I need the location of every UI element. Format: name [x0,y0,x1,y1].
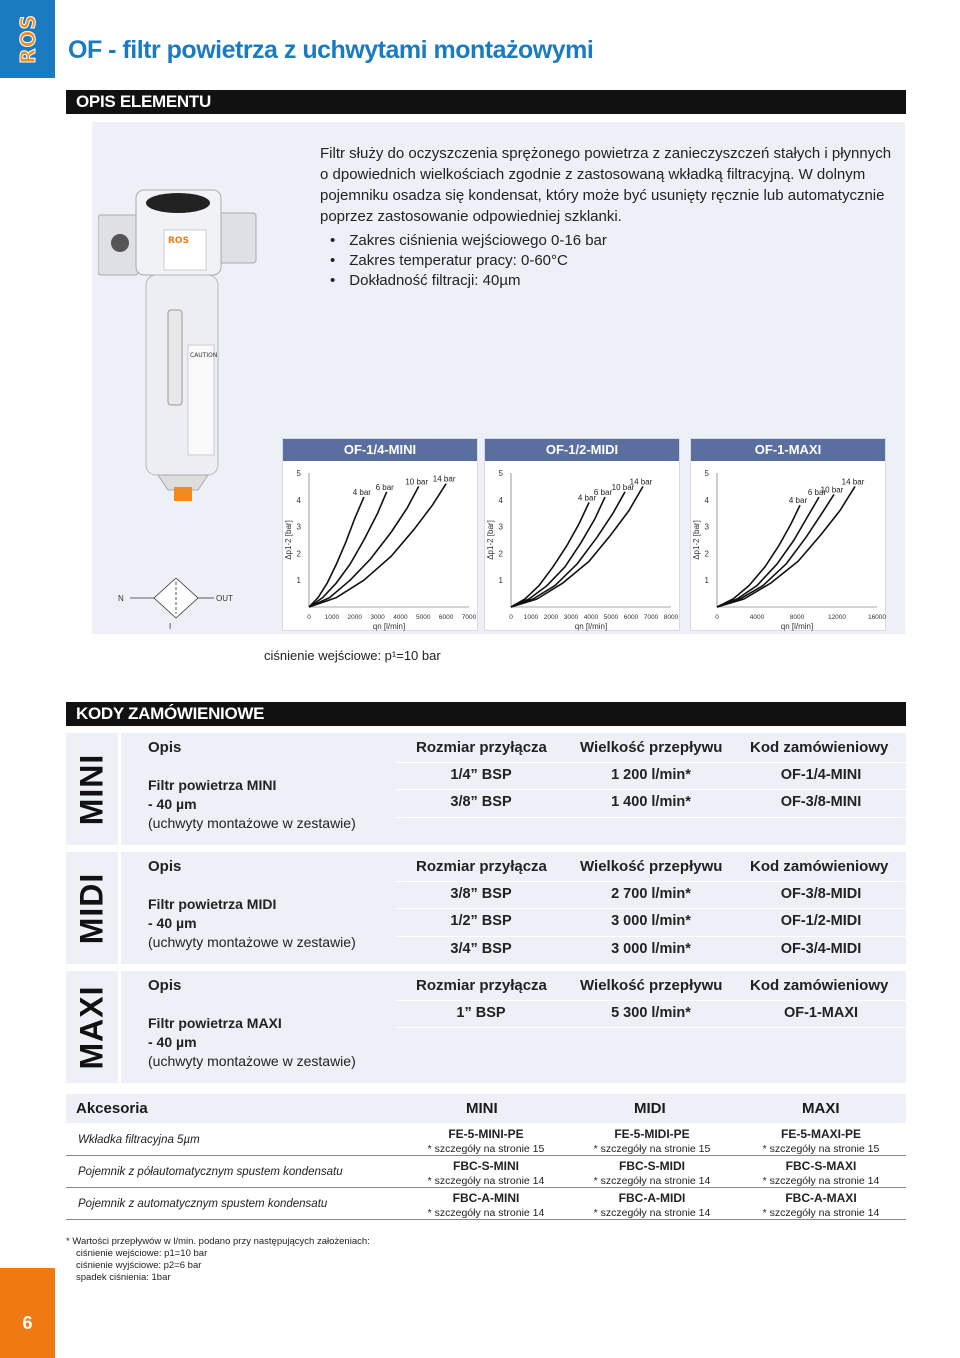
series-label: 4 bar [352,488,371,498]
order-block-maxi [66,971,906,1083]
order-code: OF-3/4-MIDI [780,941,862,957]
acc-header-maxi: MAXI [802,1100,840,1117]
order-code: OF-3/8-MINI [780,794,862,810]
chart-title: OF-1/2-MIDI [485,439,679,461]
accessory-code: FE-5-MAXI-PE [780,1127,861,1141]
footnote-line: ciśnienie wejściowe: p1=10 bar [76,1248,208,1259]
order-code: OF-3/8-MIDI [780,886,862,902]
port-size: 1/4” BSP [450,767,512,783]
page-title: OF - filtr powietrza z uchwytami montażowymi [68,36,594,64]
acc-header-mini: MINI [466,1100,498,1117]
header-desc: Opis [148,977,182,994]
chart-title: OF-1/4-MINI [283,439,477,461]
x-tick-label: 1000 [523,614,539,621]
x-tick-label: 4000 [749,614,765,621]
x-tick-label: 4000 [583,614,599,621]
series-line [309,497,364,607]
y-tick-label: 5 [704,469,709,478]
accessory-row [66,1157,906,1188]
x-axis-label: qn [l/min] [574,622,608,631]
symbol-out-label: OUT [216,594,233,603]
block-side-label: MAXI [66,971,118,1083]
series-line [717,497,819,607]
footnote [66,1236,370,1284]
flow-rate: 5 300 l/min* [611,1005,691,1021]
accessory-ref: * szczegóły na stronie 14 [762,1175,880,1187]
flow-rate: 3 000 l/min* [611,941,691,957]
x-tick-label: 6000 [623,614,639,621]
x-axis-label: qn [l/min] [372,622,406,631]
order-table [121,852,906,964]
feature-item: • Zakres temperatur pracy: 0-60°C [330,251,607,271]
x-tick-label: 2000 [543,614,559,621]
chart-midi [484,438,680,631]
port-size: 1” BSP [456,1005,506,1021]
chart-maxi [690,438,886,631]
header-code: Kod zamówieniowy [750,858,889,875]
series-label: 10 bar [611,482,635,492]
accessory-ref: * szczegóły na stronie 14 [427,1175,545,1187]
accessory-code: FBC-S-MIDI [619,1159,685,1173]
x-tick-label: 1000 [324,614,340,621]
accessory-ref: * szczegóły na stronie 14 [427,1207,545,1219]
series-line [717,505,800,607]
section-header-description: OPIS ELEMENTU [66,90,906,114]
feature-item: • Zakres ciśnienia wejściowego 0-16 bar [330,231,607,251]
y-tick-label: 4 [296,495,301,505]
flow-rate: 2 700 l/min* [611,886,691,902]
series-label: 10 bar [405,477,429,487]
header-flow: Wielkość przepływu [580,977,723,994]
accessory-code: FBC-A-MAXI [785,1191,857,1205]
x-axis-label: qn [l/min] [780,622,814,631]
series-label: 6 bar [375,482,394,492]
y-tick-label: 2 [498,549,503,559]
chart-plot [691,461,887,631]
y-tick-label: 3 [498,522,503,532]
flow-rate: 3 000 l/min* [611,913,691,929]
accessory-code: FBC-S-MAXI [785,1159,857,1173]
y-axis-label: Δp1-2 [bar] [486,520,495,560]
flow-rate: 1 400 l/min* [611,794,691,810]
header-flow: Wielkość przepływu [580,739,723,756]
series-line [511,486,643,607]
symbol-in-label: N [118,594,124,603]
page-number: 6 [22,1312,33,1333]
header-desc: Opis [148,739,182,756]
chart-mini [282,438,478,631]
block-side-label: MIDI [66,852,118,964]
series-label: 6 bar [807,488,827,498]
x-tick-label: 12000 [827,614,847,621]
accessory-ref: * szczegóły na stronie 15 [593,1143,711,1155]
accessory-name: Wkładka filtracyjna 5µm [78,1134,200,1146]
accessory-name: Pojemnik z automatycznym spustem kondensatu [78,1198,328,1210]
x-tick-label: 5000 [603,614,619,621]
page-number-tab [0,1268,55,1358]
header-code: Kod zamówieniowy [750,977,889,994]
y-tick-label: 5 [498,469,503,478]
series-line [511,492,625,607]
acc-header-name: Akcesoria [76,1100,148,1117]
series-label: 6 bar [593,488,613,498]
order-block-midi [66,852,906,964]
series-label: 10 bar [820,485,844,495]
series-label: 4 bar [788,496,808,506]
footnote-line: * Wartości przepływów w l/min. podano przy następujących założeniach: [66,1236,370,1247]
logo-text: ROS [15,14,40,64]
x-tick-label: 7000 [643,614,659,621]
y-tick-label: 1 [704,576,709,586]
series-line [717,486,855,607]
accessory-row [66,1189,906,1220]
sidebar [0,0,55,1358]
feature-list [330,231,607,291]
accessory-row [66,1125,906,1156]
y-axis-label: Δp1-2 [bar] [692,520,701,560]
order-code: OF-1/4-MINI [780,767,862,783]
order-code: OF-1-MAXI [783,1005,859,1021]
brand-logo [0,0,55,78]
accessory-code: FBC-A-MINI [452,1191,520,1205]
y-tick-label: 4 [704,495,709,505]
flow-rate: 1 200 l/min* [611,767,691,783]
x-tick-label: 5000 [416,614,431,621]
accessory-name: Pojemnik z półautomatycznym spustem kondensatu [78,1166,343,1178]
footnote-line: ciśnienie wyjściowe: p2=6 bar [76,1260,202,1271]
accessories-header [66,1094,906,1123]
y-tick-label: 5 [296,469,301,478]
y-tick-label: 2 [704,549,709,559]
y-tick-label: 2 [296,549,301,559]
x-tick-label: 8000 [663,614,679,621]
order-block-mini [66,733,906,845]
x-tick-label: 8000 [789,614,805,621]
product-description: Filtr powietrza MINI - 40 µm (uchwyty montażowe w zestawie) [148,777,356,831]
product-description: Filtr powietrza MIDI - 40 µm (uchwyty montażowe w zestawie) [148,896,356,950]
header-flow: Wielkość przepływu [580,858,723,875]
footnote-line: spadek ciśnienia: 1bar [76,1272,171,1283]
series-label: 14 bar [841,477,865,487]
description-paragraph: Filtr służy do oczyszczenia sprężonego powietrza z zanieczyszczeń stałych i płynnych o dpowiednich wielkościach zgodnie z zastosowaną wkładką filtracyjną. W dolnym pojemniku osadza się kondensat, który może być usunięty ręcznie lub automatycznie poprzez zastosowanie odpowiedniej szklanki. [320,145,892,225]
header-port: Rozmiar przyłącza [416,977,547,994]
svg-text:CAUTION: CAUTION [190,352,218,359]
series-label: 14 bar [432,474,456,484]
x-tick-label: 4000 [393,614,408,621]
x-tick-label: 0 [509,614,513,621]
x-tick-label: 3000 [370,614,385,621]
series-line [511,497,605,607]
x-tick-label: 6000 [438,614,454,621]
header-desc: Opis [148,858,182,875]
port-size: 3/8” BSP [450,886,512,902]
accessory-ref: * szczegóły na stronie 15 [762,1143,880,1155]
accessory-code: FE-5-MINI-PE [448,1127,524,1141]
block-side-label: MINI [66,733,118,845]
chart-title: OF-1-MAXI [691,439,885,461]
product-description: Filtr powietrza MAXI - 40 µm (uchwyty montażowe w zestawie) [148,1015,356,1069]
port-size: 3/8” BSP [450,794,512,810]
y-tick-label: 3 [296,522,301,532]
x-tick-label: 7000 [461,614,477,621]
x-tick-label: 0 [307,614,311,621]
accessory-ref: * szczegóły na stronie 14 [762,1207,880,1219]
y-axis-label: Δp1-2 [bar] [284,520,293,560]
port-size: 1/2” BSP [450,913,512,929]
accessory-ref: * szczegóły na stronie 15 [427,1143,545,1155]
section-header-order-codes: KODY ZAMÓWIENIOWE [66,702,906,726]
accessory-ref: * szczegóły na stronie 14 [593,1207,711,1219]
x-tick-label: 0 [715,614,719,621]
accessory-ref: * szczegóły na stronie 14 [593,1175,711,1187]
order-code: OF-1/2-MIDI [780,913,862,929]
chart-plot [485,461,681,631]
pneumatic-symbol [118,578,238,630]
x-tick-label: 16000 [867,614,887,621]
acc-header-midi: MIDI [634,1100,666,1117]
port-size: 3/4” BSP [450,941,512,957]
svg-text:ROS: ROS [168,236,190,246]
header-port: Rozmiar przyłącza [416,858,547,875]
y-tick-label: 3 [704,522,709,532]
series-label: 4 bar [577,493,597,503]
series-line [309,484,446,607]
filter-product-image [98,185,258,505]
y-tick-label: 1 [296,576,301,586]
x-tick-label: 2000 [347,614,362,621]
header-port: Rozmiar przyłącza [416,739,547,756]
accessory-code: FBC-S-MINI [453,1159,519,1173]
header-code: Kod zamówieniowy [750,739,889,756]
x-tick-label: 3000 [563,614,579,621]
y-tick-label: 4 [498,495,503,505]
series-label: 14 bar [629,477,653,487]
feature-item: • Dokładność filtracji: 40µm [330,271,607,291]
pressure-note: ciśnienie wejściowe: p¹=10 bar [264,648,441,663]
order-table [121,733,906,845]
order-table [121,971,906,1083]
series-line [309,486,419,607]
accessory-code: FBC-A-MIDI [618,1191,686,1205]
symbol-drain-label: I [169,622,172,630]
chart-plot [283,461,479,631]
accessory-code: FE-5-MIDI-PE [614,1127,690,1141]
y-tick-label: 1 [498,576,503,586]
